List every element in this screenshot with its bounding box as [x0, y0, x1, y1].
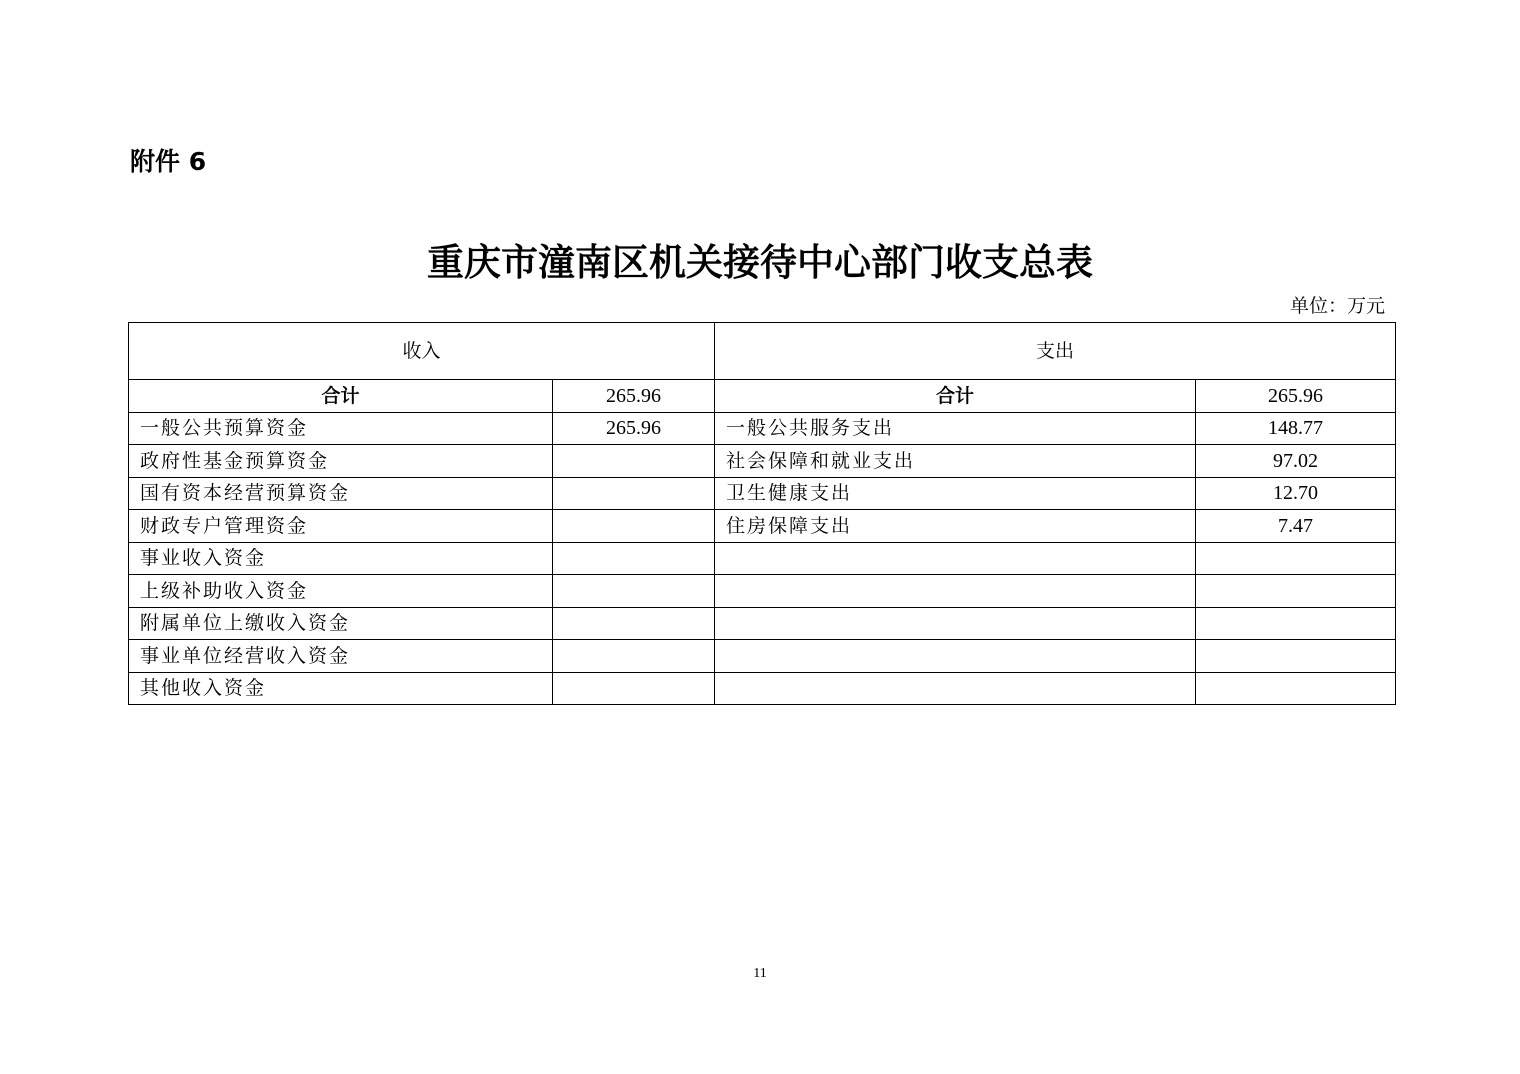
income-label: 国有资本经营预算资金: [129, 477, 553, 510]
income-expense-table: [128, 322, 1396, 705]
income-header: 收入: [129, 323, 715, 380]
expense-value: [1196, 640, 1396, 673]
unit-label: 单位：万元: [1289, 295, 1385, 317]
income-value: [553, 672, 715, 705]
expense-label: 一般公共服务支出: [715, 412, 1196, 445]
total-row: [129, 380, 1396, 413]
income-value: [553, 510, 715, 543]
income-label: 附属单位上缴收入资金: [129, 607, 553, 640]
table-row: [129, 542, 1396, 575]
income-label: 事业单位经营收入资金: [129, 640, 553, 673]
income-value: [553, 607, 715, 640]
expense-value: [1196, 575, 1396, 608]
income-value: [553, 640, 715, 673]
table-row: [129, 607, 1396, 640]
expense-label: [715, 672, 1196, 705]
income-label: 上级补助收入资金: [129, 575, 553, 608]
table-row: [129, 412, 1396, 445]
table-row: [129, 640, 1396, 673]
expense-label: [715, 542, 1196, 575]
expense-value: 12.70: [1196, 477, 1396, 510]
expense-value: 97.02: [1196, 445, 1396, 478]
table-row: [129, 445, 1396, 478]
table-row: [129, 672, 1396, 705]
table-header-row: [129, 323, 1396, 380]
expense-total-value: 265.96: [1196, 380, 1396, 413]
expense-value: [1196, 672, 1396, 705]
income-label: 一般公共预算资金: [129, 412, 553, 445]
income-label: 其他收入资金: [129, 672, 553, 705]
expense-value: 148.77: [1196, 412, 1396, 445]
expense-total-label: 合计: [715, 380, 1196, 413]
income-total-label: 合计: [129, 380, 553, 413]
expense-value: 7.47: [1196, 510, 1396, 543]
table-row: [129, 510, 1396, 543]
income-total-value: 265.96: [553, 380, 715, 413]
page-title: 重庆市潼南区机关接待中心部门收支总表: [427, 241, 1093, 284]
expense-header: 支出: [715, 323, 1396, 380]
page-number: 11: [753, 966, 767, 981]
expense-value: [1196, 607, 1396, 640]
expense-label: 卫生健康支出: [715, 477, 1196, 510]
expense-label: 社会保障和就业支出: [715, 445, 1196, 478]
income-value: [553, 477, 715, 510]
expense-label: [715, 575, 1196, 608]
table-row: [129, 477, 1396, 510]
income-value: [553, 445, 715, 478]
income-label: 财政专户管理资金: [129, 510, 553, 543]
income-label: 事业收入资金: [129, 542, 553, 575]
attachment-label: 附件 6: [130, 147, 207, 176]
income-value: 265.96: [553, 412, 715, 445]
expense-label: [715, 607, 1196, 640]
income-label: 政府性基金预算资金: [129, 445, 553, 478]
income-value: [553, 575, 715, 608]
expense-label: [715, 640, 1196, 673]
expense-label: 住房保障支出: [715, 510, 1196, 543]
table-row: [129, 575, 1396, 608]
expense-value: [1196, 542, 1396, 575]
income-value: [553, 542, 715, 575]
